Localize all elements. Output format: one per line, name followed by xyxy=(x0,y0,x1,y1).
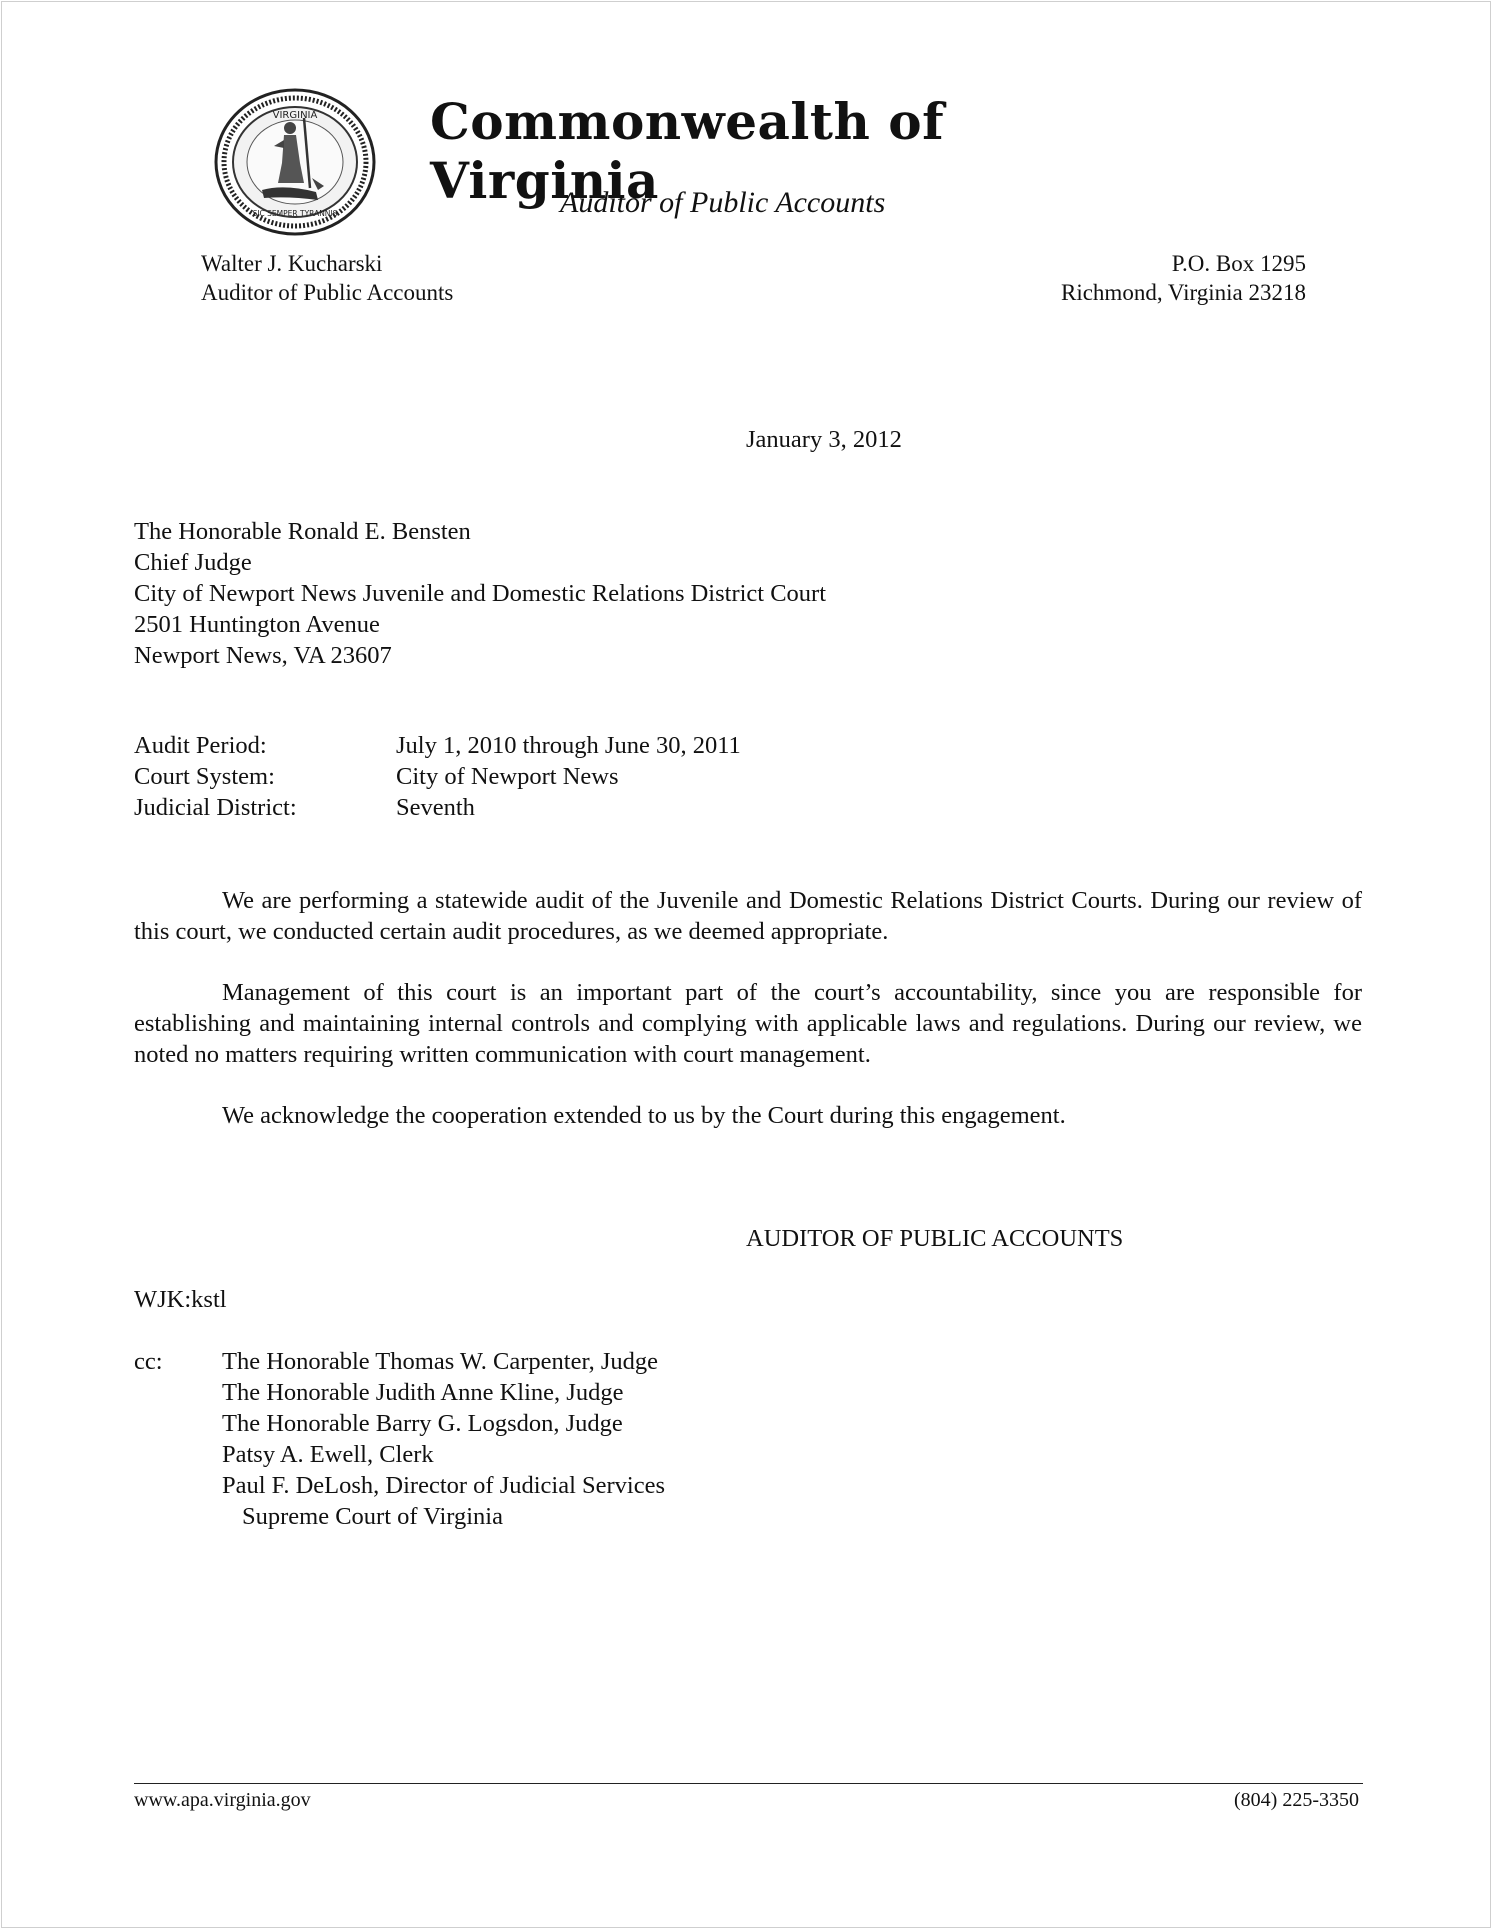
auditor-name: Walter J. Kucharski xyxy=(201,251,383,276)
footer-phone: (804) 225-3350 xyxy=(1234,1789,1359,1811)
audit-info-value: City of Newport News xyxy=(396,763,619,790)
cc-recipient: The Honorable Barry G. Logsdon, Judge xyxy=(222,1410,623,1437)
cc-recipient: The Honorable Thomas W. Carpenter, Judge xyxy=(222,1348,659,1375)
footer-website[interactable]: www.apa.virginia.gov xyxy=(134,1789,311,1811)
recipient-line-4: 2501 Huntington Avenue xyxy=(134,611,380,638)
letterhead-title: Commonwealth of Virginia xyxy=(430,92,945,210)
paragraph-text: We acknowledge the cooperation extended to us by the Court during this engagement. xyxy=(222,1102,1066,1129)
cc-recipient: Paul F. DeLosh, Director of Judicial Services xyxy=(222,1472,666,1499)
footer-rule xyxy=(134,1783,1363,1784)
audit-info-row xyxy=(134,792,741,823)
body-paragraph-2 xyxy=(134,977,1362,1070)
cc-recipient: Patsy A. Ewell, Clerk xyxy=(222,1441,434,1468)
audit-info xyxy=(134,730,741,823)
audit-info-row xyxy=(134,761,741,792)
audit-info-label: Court System: xyxy=(134,763,275,790)
paragraph-text: Management of this court is an important part of the court’s accountability, since you are responsible for establishing and maintaining internal controls and complying with applicable laws and regulations. During our review, we noted no matters requiring written communication with court management. xyxy=(134,979,1362,1068)
seal-text-bottom: SIC SEMPER TYRANNIS xyxy=(252,209,338,218)
recipient-line-1: The Honorable Ronald E. Bensten xyxy=(134,518,471,545)
audit-info-label: Judicial District: xyxy=(134,794,297,821)
audit-info-label: Audit Period: xyxy=(134,732,267,759)
cc-row xyxy=(134,1346,665,1532)
cc-recipient: The Honorable Judith Anne Kline, Judge xyxy=(222,1379,624,1406)
typist-initials: WJK:kstl xyxy=(134,1286,227,1313)
audit-info-value: Seventh xyxy=(396,794,475,821)
body-paragraph-1 xyxy=(134,885,1362,947)
recipient-line-3: City of Newport News Juvenile and Domestic Relations District Court xyxy=(134,580,827,607)
body-paragraph-3 xyxy=(134,1100,1362,1131)
auditor-title: Auditor of Public Accounts xyxy=(201,280,454,305)
cc-list xyxy=(134,1346,665,1532)
letter-date: January 3, 2012 xyxy=(746,426,902,453)
po-box: P.O. Box 1295 xyxy=(1171,251,1306,276)
city-address: Richmond, Virginia 23218 xyxy=(1060,280,1306,305)
recipient-line-2: Chief Judge xyxy=(134,549,252,576)
cc-label: cc: xyxy=(134,1348,163,1375)
seal-text-top: VIRGINIA xyxy=(272,110,318,121)
paragraph-text: We are performing a statewide audit of the Juvenile and Domestic Relations District Courts. During our review of this court, we conducted certain audit procedures, as we deemed appropriate. xyxy=(134,887,1362,945)
audit-info-row xyxy=(134,730,741,761)
recipient-line-5: Newport News, VA 23607 xyxy=(134,642,392,669)
signature-block: AUDITOR OF PUBLIC ACCOUNTS xyxy=(746,1225,1124,1252)
cc-recipient-sub: Supreme Court of Virginia xyxy=(242,1503,503,1530)
letterhead-subtitle: Auditor of Public Accounts xyxy=(560,186,886,219)
virginia-seal-icon xyxy=(214,88,376,236)
audit-info-value: July 1, 2010 through June 30, 2011 xyxy=(396,732,741,759)
